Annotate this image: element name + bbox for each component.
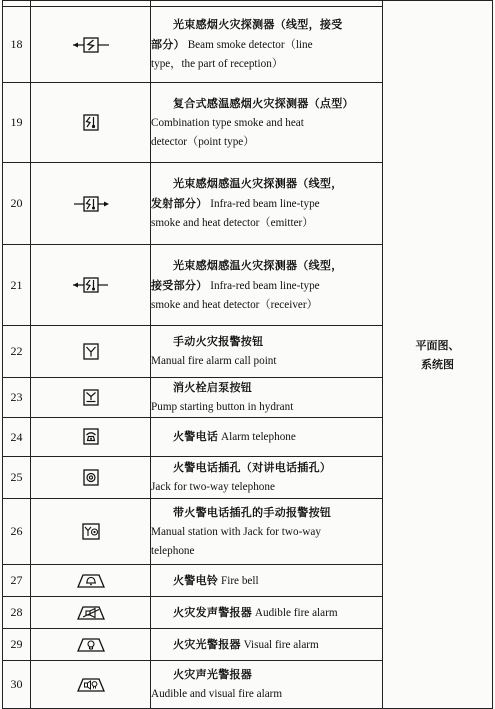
- description-zh: 光束感烟感温火灾探测器（线型，: [173, 258, 343, 272]
- description-en-cont: detector（point type）: [151, 135, 255, 148]
- beam-smoke-detector-receiver-icon: [71, 35, 111, 55]
- row-number: 19: [3, 83, 31, 163]
- description-zh: 火警电话插孔（对讲电话插孔）: [173, 461, 332, 474]
- row-number: 24: [3, 418, 31, 457]
- description-en: Manual fire alarm call point: [151, 355, 277, 367]
- fire-alarm-symbol-table: [2, 0, 493, 709]
- row-number: 28: [3, 597, 31, 629]
- row-number: 21: [3, 245, 31, 326]
- description-en: Audible fire alarm: [254, 606, 338, 619]
- description-zh: 火警电铃: [173, 573, 219, 587]
- fire-bell-icon: [75, 572, 107, 590]
- row-number: 25: [3, 457, 31, 499]
- usage-note-line-1: 平面图、: [415, 338, 460, 352]
- combination-smoke-heat-detector-icon: [81, 113, 101, 133]
- usage-note-line-2: 系统图: [421, 357, 454, 371]
- audible-visual-fire-alarm-icon: [75, 676, 107, 694]
- description-zh: 火灾光警报器: [173, 637, 241, 651]
- description-en: Jack for two-way telephone: [151, 481, 275, 493]
- description-en: Infra-red beam line-type: [210, 198, 320, 210]
- description-en: Pump starting button in hydrant: [151, 401, 294, 413]
- description-en: Alarm telephone: [221, 431, 296, 443]
- manual-station-with-jack-icon: [80, 522, 102, 542]
- description-zh-cont: 部分）: [151, 38, 185, 51]
- row-number: 26: [3, 499, 31, 565]
- row-number: 30: [3, 661, 31, 709]
- description-en: Combination type smoke and heat: [151, 116, 304, 129]
- description-zh: 光束感烟感温火灾探测器（线型，: [173, 177, 343, 190]
- telephone-jack-icon: [81, 468, 101, 488]
- description-en: Infra-red beam line-type: [210, 279, 320, 292]
- row-number: 29: [3, 629, 31, 661]
- description-en: Fire bell: [221, 574, 259, 587]
- row-number: 23: [3, 378, 31, 418]
- visual-fire-alarm-icon: [75, 636, 107, 654]
- description-zh: 消火栓启泵按钮: [173, 381, 253, 394]
- beam-smoke-heat-detector-receiver-icon: [71, 275, 111, 295]
- description-en: Beam smoke detector（line: [187, 39, 313, 51]
- description-zh: 火灾发声警报器: [173, 605, 253, 619]
- row-number: 20: [3, 163, 31, 245]
- description-zh: 火警电话: [173, 430, 219, 443]
- description-en: Visual fire alarm: [243, 638, 319, 651]
- description-en-cont: smoke and heat detector（emitter）: [151, 217, 314, 229]
- description-en-cont: smoke and heat detector（receiver）: [151, 298, 318, 311]
- description-en-cont: telephone: [151, 544, 195, 557]
- alarm-telephone-icon: [81, 427, 101, 447]
- description-zh: 光束感烟火灾探测器（线型，接受: [173, 18, 343, 31]
- beam-smoke-heat-detector-emitter-icon: [71, 194, 111, 214]
- description-zh: 手动火灾报警按钮: [173, 335, 264, 348]
- manual-fire-alarm-call-point-icon: [81, 342, 101, 362]
- description-zh: 火灾声光警报器: [173, 668, 253, 681]
- row-number: 27: [3, 565, 31, 597]
- pump-starting-button-icon: [81, 388, 101, 408]
- description-zh: 复合式感温感烟火灾探测器（点型）: [173, 96, 354, 110]
- description-en: Manual station with Jack for two-way: [151, 525, 321, 538]
- row-number: 22: [3, 326, 31, 378]
- audible-fire-alarm-icon: [75, 604, 107, 622]
- usage-note: [383, 1, 493, 709]
- description-zh-cont: 接受部分）: [151, 278, 208, 292]
- row-number: 18: [3, 7, 31, 83]
- description-zh: 带火警电话插孔的手动报警按钮: [173, 505, 332, 519]
- description-en: Audible and visual fire alarm: [151, 688, 283, 700]
- description-en-cont: type，the part of reception）: [151, 58, 284, 70]
- description-zh-cont: 发射部分）: [151, 197, 208, 210]
